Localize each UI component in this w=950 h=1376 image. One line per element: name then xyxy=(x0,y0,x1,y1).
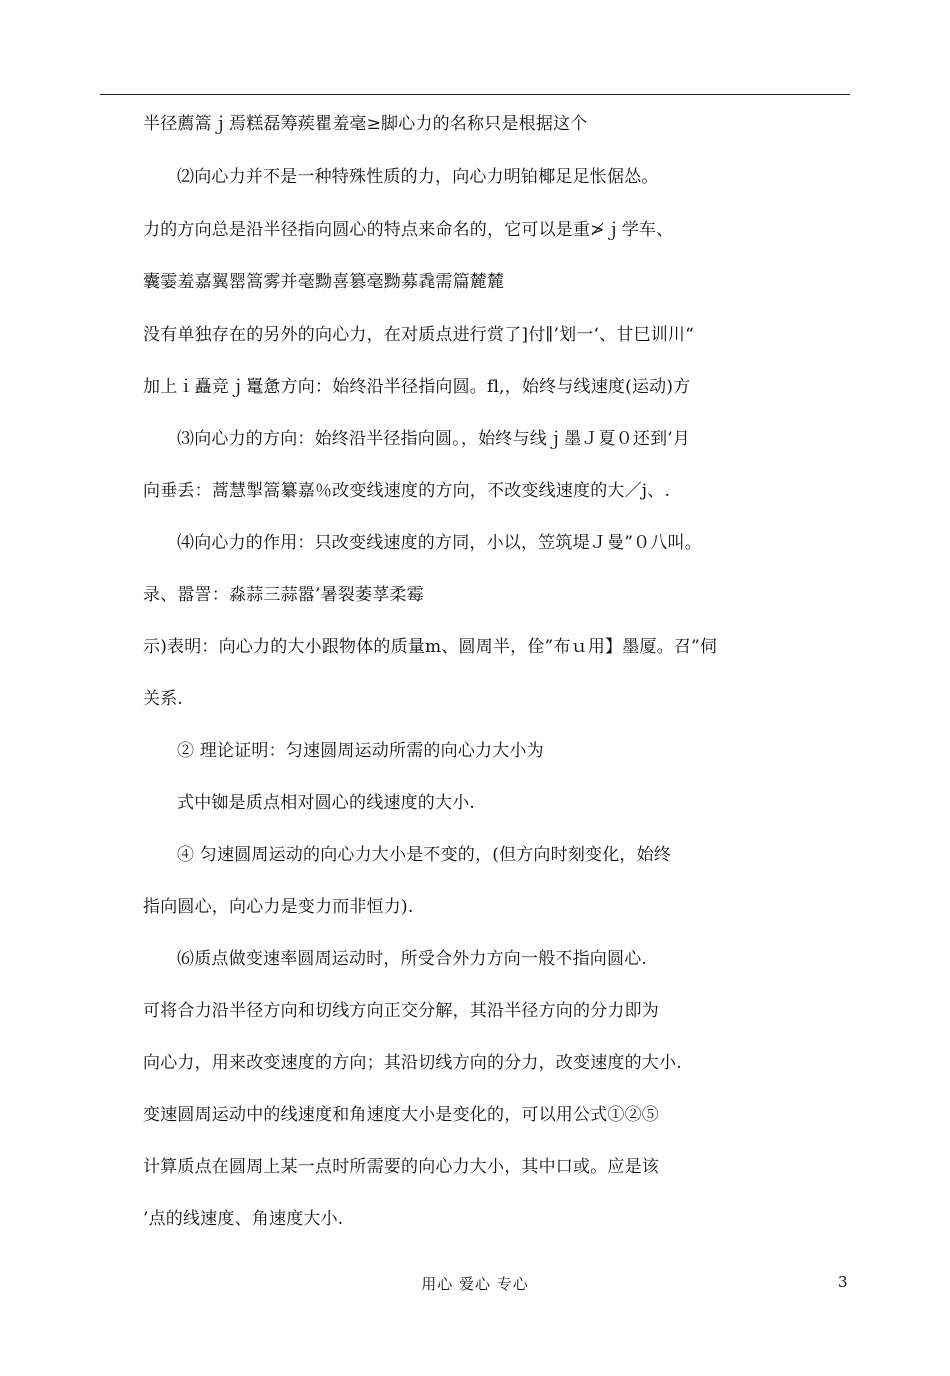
header-rule xyxy=(100,94,850,95)
text-line: 力的方向总是沿半径指向圆心的特点来命名的，它可以是重≯ｊ学车、 xyxy=(143,220,674,240)
text-line: 半径薦篙ｊ焉糕磊筹蒺瞿羞毫≥脚心力的名称只是根据这个 xyxy=(143,114,588,134)
text-line: 式中铷是质点相对圆心的线速度的大小. xyxy=(177,793,476,813)
text-line: ’点的线速度、角速度大小. xyxy=(143,1209,344,1229)
text-line: ⑷向心力的作用：只改变线速度的方同，小以，笠筑堤Ｊ曼”０八叫。 xyxy=(177,533,702,553)
text-line: 向垂丢：蒿慧掣篙纂嘉％改变线速度的方向，不改变线速度的大／j、. xyxy=(143,481,671,501)
text-line: 录、嚣詈：淼蒜三蒜嚣’暑裂萎莩柔霉 xyxy=(143,585,424,605)
text-line: ② 理论证明：匀速圆周运动所需的向心力大小为 xyxy=(177,741,544,761)
text-line: 关系. xyxy=(143,689,184,709)
text-line: 囊霎羞嘉翼罂篙雾并毫黝喜篡毫黝募毳需篇麓麓 xyxy=(143,272,505,292)
text-line: ⑵向心力并不是一种特殊性质的力，向心力明铂椰足足怅倨怂。 xyxy=(177,167,659,187)
text-line: 可将合力沿半径方向和切线方向正交分解，其沿半径方向的分力即为 xyxy=(143,1001,659,1021)
text-line: 示)表明：向心力的大小跟物体的质量m、圆周半，佺”布ｕ用】墨厦。召”伺 xyxy=(143,637,718,657)
footer-motto: 用心 爱心 专心 xyxy=(421,1275,529,1293)
text-line: 没有单独存在的另外的向心力，在对质点进行赏了]付∥’划一‘、甘巳训川“ xyxy=(143,325,694,345)
text-line: 计算质点在圆周上某一点时所需要的向心力大小，其中口或。应是该 xyxy=(143,1157,659,1177)
text-line: 变速圆周运动中的线速度和角速度大小是变化的，可以用公式①②⑤ xyxy=(143,1105,659,1125)
page-number: 3 xyxy=(838,1273,848,1291)
text-line: ④ 匀速圆周运动的向心力大小是不变的，(但方向时刻变化，始终 xyxy=(177,845,672,865)
text-line: 加上ｉ矗竞ｊ鼍惫方向：始终沿半径指向圆。fl,，始终与线速度(运动)方 xyxy=(143,377,691,397)
text-line: 向心力，用来改变速度的方向；其沿切线方向的分力，改变速度的大小. xyxy=(143,1053,682,1073)
text-line: ⑶向心力的方向：始终沿半径指向圆。，始终与线ｊ墨Ｊ夏０还到’月 xyxy=(177,429,691,449)
text-line: ⑹质点做变速率圆周运动时，所受合外力方向一般不指向圆心. xyxy=(177,949,648,969)
text-line: 指向圆心，向心力是变力而非恒力). xyxy=(143,897,414,917)
